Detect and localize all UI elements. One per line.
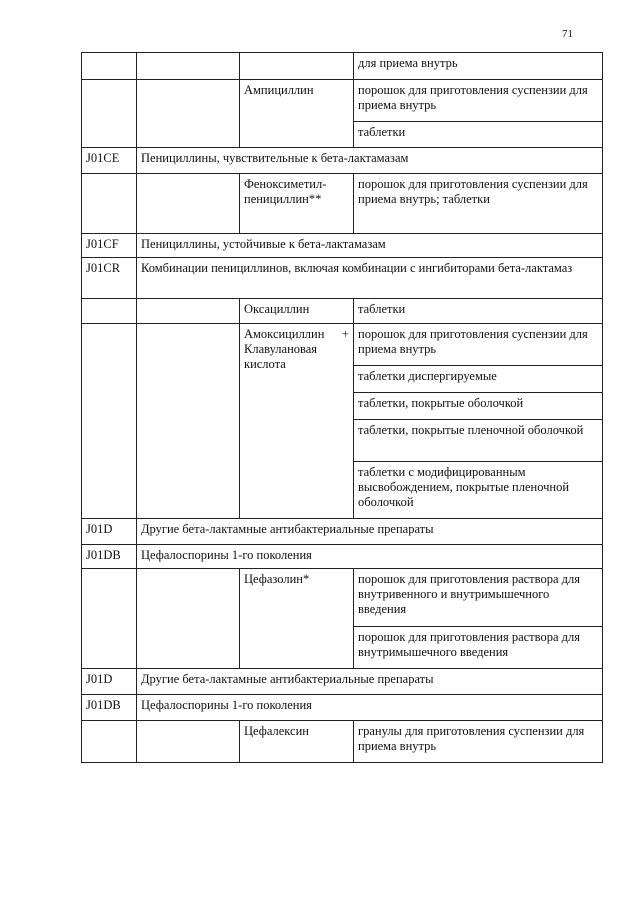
dosage-form-cell: порошок для приготовления суспензии для приема внутрь <box>354 80 603 122</box>
drug-name-cell <box>240 53 354 80</box>
dosage-form-cell: порошок для приготовления раствора для внутривенного и внутримышечного введения <box>354 569 603 627</box>
code-cell <box>82 721 137 763</box>
group-cell <box>137 324 240 519</box>
group-cell <box>137 53 240 80</box>
table-row <box>82 234 603 258</box>
table-row <box>82 324 603 366</box>
drug-name-cell: Ампициллин <box>240 80 354 148</box>
drug-table <box>81 52 603 763</box>
table-row <box>82 53 603 80</box>
group-title: Цефалоспорины 1-го поколения <box>137 695 603 721</box>
dosage-form-cell: таблетки, покрытые пленочной оболочкой <box>354 420 603 462</box>
atc-code: J01CR <box>82 258 137 299</box>
code-cell <box>82 174 137 234</box>
group-title: Другие бета-лактамные антибактериальные препараты <box>137 669 603 695</box>
code-cell <box>82 569 137 669</box>
dosage-form-cell: порошок для приготовления раствора для внутримышечного введения <box>354 627 603 669</box>
table-row <box>82 695 603 721</box>
dosage-form-cell: таблетки <box>354 299 603 324</box>
table-row <box>82 545 603 569</box>
dosage-form-cell: таблетки <box>354 122 603 148</box>
drug-name-cell: Амоксициллин + Клавулановая кислота <box>240 324 354 519</box>
group-title: Цефалоспорины 1-го поколения <box>137 545 603 569</box>
table-row <box>82 721 603 763</box>
atc-code: J01D <box>82 669 137 695</box>
code-cell <box>82 324 137 519</box>
table-row <box>82 80 603 122</box>
table-row <box>82 174 603 234</box>
atc-code: J01D <box>82 519 137 545</box>
code-cell <box>82 299 137 324</box>
group-title: Пенициллины, чувствительные к бета-лактамазам <box>137 148 603 174</box>
group-cell <box>137 174 240 234</box>
code-cell <box>82 53 137 80</box>
group-cell <box>137 80 240 148</box>
dosage-form-cell: гранулы для приготовления суспензии для приема внутрь <box>354 721 603 763</box>
group-cell <box>137 721 240 763</box>
group-title: Другие бета-лактамные антибактериальные препараты <box>137 519 603 545</box>
page-number: 71 <box>562 28 573 40</box>
group-title: Пенициллины, устойчивые к бета-лактамазам <box>137 234 603 258</box>
table-row <box>82 258 603 299</box>
atc-code: J01CF <box>82 234 137 258</box>
group-cell <box>137 569 240 669</box>
table-row <box>82 299 603 324</box>
atc-code: J01DB <box>82 545 137 569</box>
dosage-form-cell: порошок для приготовления суспензии для приема внутрь; таблетки <box>354 174 603 234</box>
atc-code: J01CE <box>82 148 137 174</box>
table-row <box>82 669 603 695</box>
dosage-form-cell: для приема внутрь <box>354 53 603 80</box>
atc-code: J01DB <box>82 695 137 721</box>
code-cell <box>82 80 137 148</box>
table-row <box>82 519 603 545</box>
table-row <box>82 569 603 627</box>
dosage-form-cell: таблетки с модифицированным высвобождением, покрытые пленочной оболочкой <box>354 462 603 519</box>
group-title: Комбинации пенициллинов, включая комбинации с ингибиторами бета-лактамаз <box>137 258 603 299</box>
drug-name-cell: Оксациллин <box>240 299 354 324</box>
drug-name-cell: Цефазолин* <box>240 569 354 669</box>
drug-name-cell: Феноксиметил-пенициллин** <box>240 174 354 234</box>
dosage-form-cell: порошок для приготовления суспензии для приема внутрь <box>354 324 603 366</box>
dosage-form-cell: таблетки диспергируемые <box>354 366 603 393</box>
table-row <box>82 148 603 174</box>
drug-name-cell: Цефалексин <box>240 721 354 763</box>
dosage-form-cell: таблетки, покрытые оболочкой <box>354 393 603 420</box>
group-cell <box>137 299 240 324</box>
